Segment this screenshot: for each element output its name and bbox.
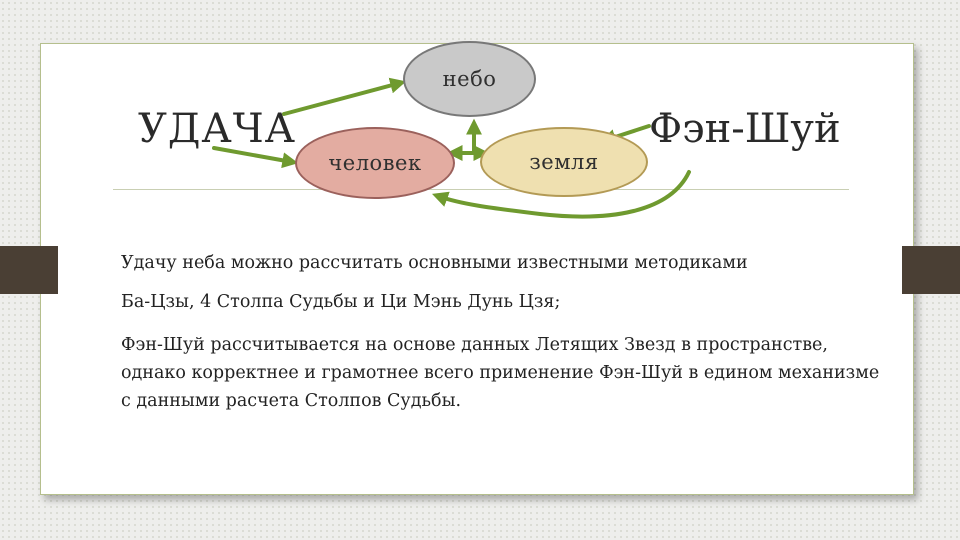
node-sky <box>403 41 536 117</box>
node-person-label: человек <box>328 151 422 175</box>
text-paragraph-3: Фэн-Шуй рассчитывается на основе данных Летящих Звезд в пространстве, однако корректнее и грамотнее всего применение Фэн-Шуй в едином механизме с данными расчета Столпов Судьбы. <box>121 335 880 411</box>
luck-to-sky-arrow <box>284 83 400 114</box>
node-sky-label: небо <box>442 67 497 91</box>
node-earth-label: земля <box>529 150 599 174</box>
text-line-1: Удачу неба можно рассчитать основными известными методиками <box>121 253 748 273</box>
fengshui-label: Фэн-Шуй <box>649 106 841 152</box>
node-person <box>295 127 455 199</box>
node-earth <box>480 127 648 197</box>
text-line-2: Ба-Цзы, 4 Столпа Судьбы и Ци Мэнь Дунь Цзя; <box>121 292 561 312</box>
luck-label: УДАЧА <box>138 106 296 152</box>
